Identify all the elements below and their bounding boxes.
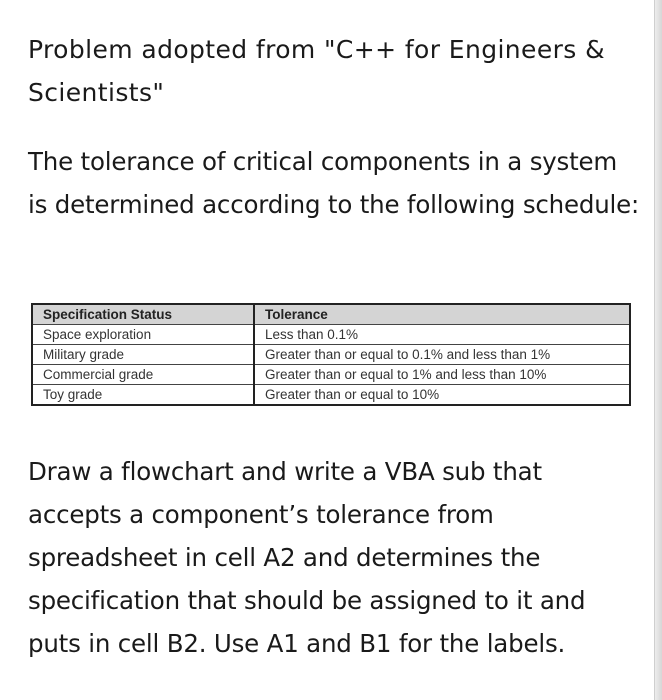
- tolerance-cell: Greater than or equal to 10%: [254, 385, 630, 406]
- header-tolerance: Tolerance: [254, 304, 630, 325]
- table-row: [32, 385, 630, 406]
- status-cell: Commercial grade: [32, 365, 254, 385]
- problem-heading: Problem adopted from "C++ for Engineers & Scientists": [28, 35, 605, 107]
- tolerance-cell: Less than 0.1%: [254, 325, 630, 345]
- table-row: [32, 365, 630, 385]
- table-row: [32, 325, 630, 345]
- intro-paragraph: The tolerance of critical components in a system is determined according to the following schedule:: [28, 147, 640, 219]
- table-row: [32, 345, 630, 365]
- tolerance-table: [31, 303, 631, 406]
- page-edge: [654, 0, 662, 700]
- status-cell: Space exploration: [32, 325, 254, 345]
- tolerance-cell: Greater than or equal to 1% and less than 10%: [254, 365, 630, 385]
- table-header-row: [32, 304, 630, 325]
- header-specification-status: Specification Status: [32, 304, 254, 325]
- tolerance-cell: Greater than or equal to 0.1% and less than 1%: [254, 345, 630, 365]
- task-paragraph: Draw a flowchart and write a VBA sub that accepts a component’s tolerance from spreadsheet in cell A2 and determines the specification that should be assigned to it and puts in cell B2. Use A1 and B1 for the labels.: [28, 457, 586, 658]
- status-cell: Military grade: [32, 345, 254, 365]
- status-cell: Toy grade: [32, 385, 254, 406]
